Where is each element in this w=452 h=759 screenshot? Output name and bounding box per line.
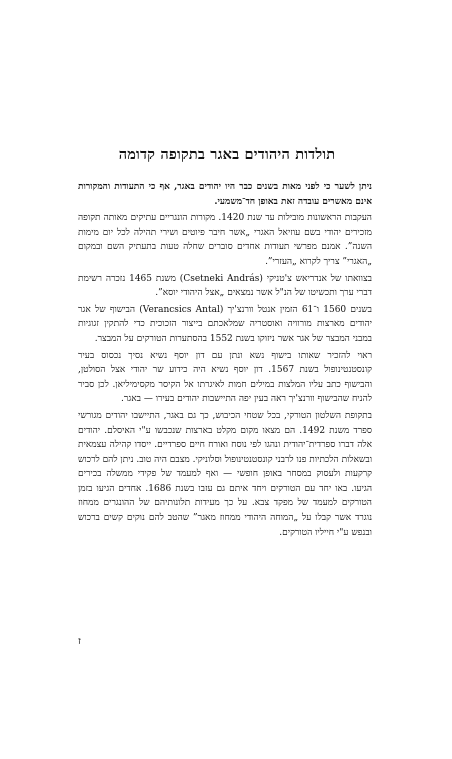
paragraph: ראוי להזכיר שאותו בישוף נשא ונתן עם דון יוסף נשיא נסיך נכסוס בעיר קונסטנטינופול בשנת 1567. דון יוסף נשיא היה כידוע שר יהודי אצל הסולטן, והבישוף כתב עליו המלצות במילים חמות לאיגרתו אל הקיסר מקסימיליאן. לכן סביר להניח שהבישוף וורנצ'יך ראה בעין יפה התיישבות יהודים בעירו — באגר. [78,350,372,405]
paragraph: ניתן לשער כי לפני מאות בשנים כבר היו יהודים באגר, אף כי התעודות והמקורות אינם מאשרים עובדה זאת באופן חד־משמעי. [78,182,372,207]
page-title: תולדות היהודים באגר בתקופה קדומה [118,146,336,163]
paragraph: העקבות הראשונות מובילות עד שנת 1420. מקורות הונגריים עתיקים מאותה תקופה מזכירים יהודי בשם עוזיאל האגרי „אשר חיבר פיוטים ושירי תהילה לכל יום מימות השנה”. אמנם מפרשי תעודות אחדים סוברים שחלה טעות בתעתיק השם ובמקום „האגרי” צריך לקרוא „העזרי”. [78,213,372,267]
paragraph: בצוואתו של אנדריאש צ'טניקי (Csetneki András) משנת 1465 נזכרה רשימת דברי ערך ותכשיטו של הנ"ל אשר נמצאים „אצל היהודי יוסא”. [78,273,373,299]
paragraph: בשנים 1560 ו־61 הזמין אנטל וורנצ'יך (Verancsics Antal) הבישוף של אגר יהודים מארצות מורוויה ואוסטריה שמלאכתם בייצור הזכוכית כדי להתקין זגוגיות במבני המבצר של אגר אשר ניזוקו בשנת 1552 בהסתערות הטורקים על המבצר. [78,304,372,344]
document-body [78,180,372,542]
page-number: ז [78,636,81,647]
paragraph: בתקופת השלטון הטורקי, בכל שטחי הכיבוש, כך גם באגר, התיישבו יהודים מגורשי ספרד משנת 1492. הם מצאו מקום מקלט בארצות שנכבשו ע"י האיסלם. יהודים אלה דברו ספרדית־יהודית ונהגו לפי נוסח ואורח חיים ספרדיים. ייסדו קהילה עצמאית ובשאלות הלכתיות פנו לרבני קונסטנטינופול וסלוניקי. מצבם היה טוב. ניתן להם לרכוש קרקעות ולעסוק במסחר באופן חופשי — ואף למעמד של פקידי ממשלה בכירים הגיעו. באו יחד עם הטורקים ויחד איתם גם עזבו בשנת 1686. אחדים הגיעו בזמן הטורקים למעמד של מפקד צבא. על כך מעידות תלונותיהם של ההונגרים ממחוז נוגרד אשר קבלו על „המוחה היהודי ממחוז מאגר” שהטב להם נוקים קשים ברכוש ובנפש ע"י חייליו הטורקים. [78,410,372,538]
